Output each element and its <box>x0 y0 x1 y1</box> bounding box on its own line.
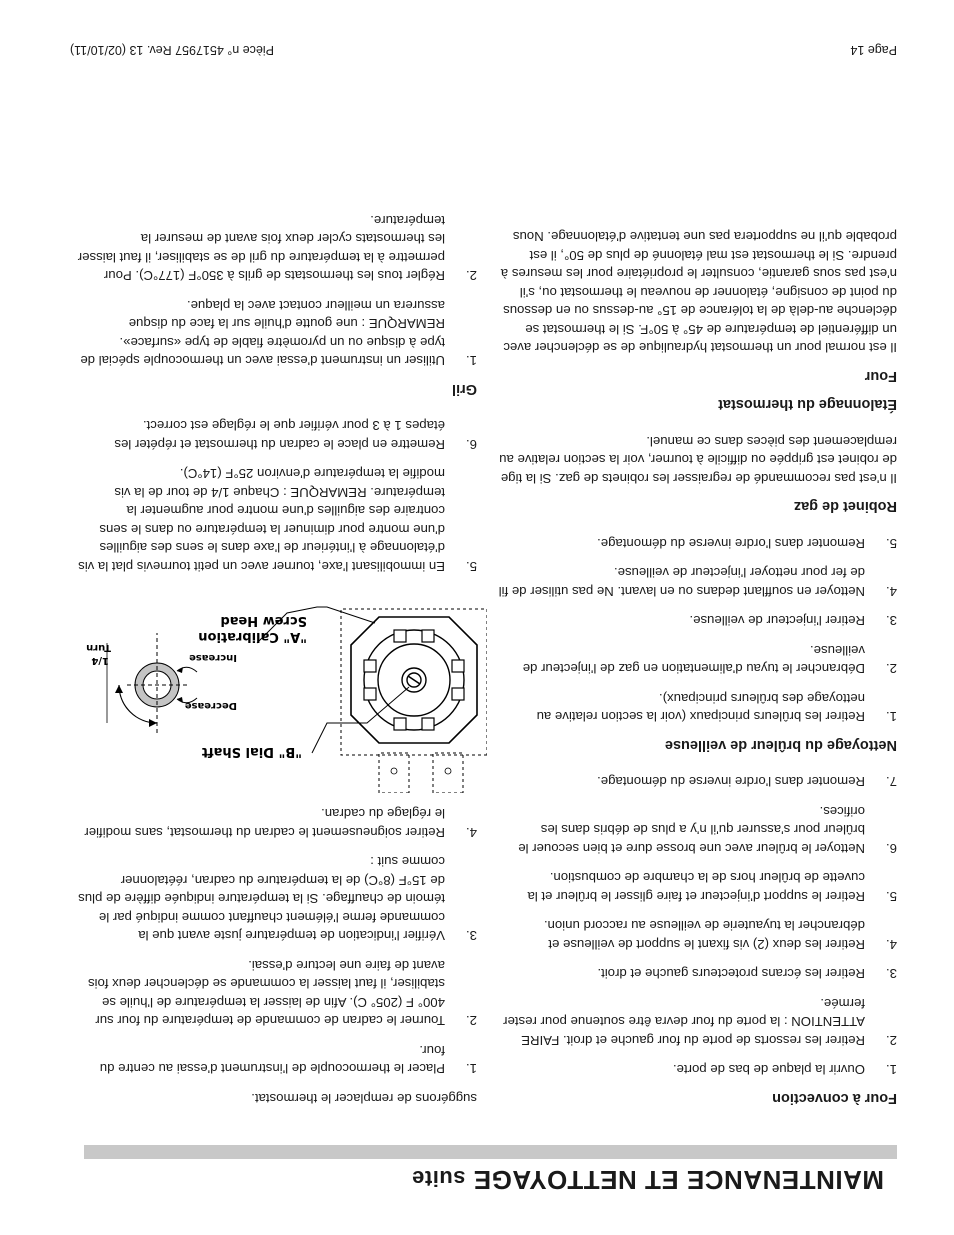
footer-page-number: Page 14 <box>850 43 897 57</box>
heading-four: Four <box>864 368 897 384</box>
step-text: Vérifier l'indication de température juste avant que la commande ferme l'élément chauffant comme indiqué par le témoin de chauffage. Si la température indiquée diffère de plus de 15°F (8°C) de la température du cadran, réétalonner comme suit : <box>78 854 445 944</box>
step-number: 3. <box>886 966 897 982</box>
pilot-steps <box>497 534 897 726</box>
gril-steps <box>77 211 477 370</box>
page-title: MAINTENANCE ET NETTOYAGE suite <box>411 1165 884 1195</box>
list-item <box>497 994 897 1050</box>
label-turn: Turn <box>86 642 111 653</box>
dial-shaft-detail <box>107 633 197 733</box>
step-text: En immobilisant l'axe, tourner avec un petit tournevis plat la vis d'étalonnage à l'intérieur de l'axe dans le sens des aiguilles d'une montre pour diminuer la température ou dans le sens contraire des aiguilles d'une montre pour augmenter la température. REMARQUE : Chaque 1/4 de tour de la vis modifie la température d'environ 25°F (14°C). <box>78 466 445 574</box>
convection-steps <box>497 772 897 1079</box>
list-item <box>497 641 897 678</box>
step-number: 1. <box>886 709 897 725</box>
list-item <box>497 1060 897 1079</box>
step-number: 6. <box>886 841 897 856</box>
step-number: 3. <box>886 613 897 629</box>
right-column <box>77 200 477 1108</box>
step-number: 4. <box>886 584 897 599</box>
calibration-steps-b <box>77 416 477 575</box>
heading-calibration: Étalonnage du thermostat <box>718 396 897 413</box>
intro-text: suggérons de remplacer le thermostat. <box>251 1091 477 1106</box>
step-number: 1. <box>886 1062 897 1078</box>
list-item <box>77 804 477 841</box>
step-number: 5. <box>466 559 477 574</box>
step-text: Tourner le cadran de commande de température du four sur 400° F (205° C). Afin de laisser la température de l'huile se stabiliser, il faut laisser la commande se déclencher deux fois avant de faire une lecture d'essai. <box>88 958 445 1029</box>
step-number: 4. <box>886 937 897 952</box>
label-decrease: Decrease <box>184 700 237 711</box>
title-rule <box>84 1145 897 1159</box>
label-screw-head: Screw Head <box>220 613 307 628</box>
label-calibration: "A" Calibration <box>198 629 307 644</box>
heading-gril: Gril <box>452 381 477 397</box>
left-column <box>497 216 897 1107</box>
step-text: Utiliser un instrument d'essai avec un thermocouple spécial de type à disque ou un pyromètre fiable de type «surface». REMARQUE : une goutte d'huile sur la face du disque assurera un meilleur contact avec la plaque. <box>80 298 445 369</box>
step-text: Remonter dans l'ordre inverse du démontage. <box>597 536 865 551</box>
step-text: Retirer les écrans protecteurs gauche et droit. <box>597 966 865 982</box>
step-text: Retirer le support d'injecteur et faire glisser le brûleur et la cuvette de brûleur hors de la chambre de combustion. <box>527 870 865 904</box>
heading-pilot: Nettoyage du brûleur de veilleuse <box>664 737 897 753</box>
step-text: Remonter dans l'ordre inverse du démontage. <box>597 774 865 790</box>
four-text: Il est normal pour un thermostat hydraulique de se déclencher avec un différentiel de température de 45° à 50°F. Si le thermostat se déclenche au-delà de la tolérance de 15° au-dessus ou en dessous du point de consigne, étalonner de nouveau le thermostat ou, s'il n'est pas sous garantie, consulter le propriétaire pour les mesures à prendre. Si le thermostat est mal étalonné de plus de 50°, il est probable qu'il ne supportera pas une tentative d'étalonnage. Nous <box>500 229 897 356</box>
step-text: Remettre en place le cadran du thermostat et répéter les étapes 1 à 3 pour vérifier que le réglage est correct. <box>114 418 445 452</box>
thermostat-body <box>341 609 487 793</box>
list-item <box>77 852 477 945</box>
heading-gas-valve: Robinet de gaz <box>793 498 897 515</box>
thermostat-diagram <box>77 593 487 793</box>
step-text: Nettoyer le brûleur avec une brosse dure et bien secouer le brûleur pour s'assurer qu'il n'y a plus de débris dans les orifices. <box>518 804 865 856</box>
step-number: 2. <box>886 661 897 677</box>
list-item <box>77 416 477 453</box>
label-increase: Increase <box>189 652 237 663</box>
step-number: 5. <box>886 889 897 904</box>
step-text: Retirer soigneusement le cadran du thermostat, sans modifier le réglage du cadran. <box>84 806 445 840</box>
list-item <box>77 211 477 285</box>
list-item <box>497 868 897 905</box>
step-text: Nettoyer en soufflant dedans ou en lavant. Ne pas utiliser de fil de fer pour nettoyer l'injecteur de veilleuse. <box>498 565 865 599</box>
list-item <box>77 956 477 1030</box>
step-text: Retirer les ressorts de porte du four gauche et droit. FAIRE ATTENTION : la porte du four devra être soutenue pour rester fermée. <box>503 996 865 1048</box>
step-text: Retirer l'injecteur de veilleuse. <box>689 613 865 629</box>
list-item <box>497 916 897 953</box>
step-text: Régler tous les thermostats de grils à 350°F (177°C). Pour permettre à la température du gril de se stabiliser, il faut laisser les thermostats cycler deux fois avant de mesurer la température. <box>77 213 445 284</box>
step-number: 1. <box>466 1061 477 1077</box>
gas-valve-text: Il n'est pas recommandé de regraisser les robinets de gaz. Si la tige de robinet est grippée ou difficile à tourner, voir la section relative au remplacement des pièces dans ce manuel. <box>499 434 897 486</box>
list-item <box>497 802 897 858</box>
list-item <box>497 534 897 553</box>
step-number: 2. <box>886 1033 897 1048</box>
step-number: 5. <box>886 536 897 551</box>
step-text: Débrancher le tuyau d'alimentation en gaz de l'injecteur de veilleuse. <box>522 643 865 677</box>
step-text: Placer le thermocouple de l'instrument d'essai au centre du four. <box>99 1043 445 1077</box>
step-number: 2. <box>466 268 477 284</box>
title-suite: suite <box>411 1166 466 1191</box>
step-number: 4. <box>466 825 477 840</box>
label-dial-shaft: "B" Dial Shaft <box>201 744 302 759</box>
label-quarter: 1/4 <box>91 655 109 666</box>
list-item <box>77 1041 477 1078</box>
list-item <box>497 611 897 630</box>
list-item <box>77 296 477 370</box>
step-number: 1. <box>466 353 477 369</box>
calibration-steps-a <box>77 804 477 1078</box>
step-text: Retirer les brûleurs principaux (voir la section relative au nettoyage des brûleurs principaux). <box>536 691 865 725</box>
heading-convection: Four à convection <box>772 1090 897 1106</box>
list-item <box>497 772 897 791</box>
step-number: 7. <box>886 774 897 790</box>
list-item <box>497 563 897 600</box>
list-item <box>497 689 897 726</box>
step-text: Ouvrir la plaque de bas de porte. <box>672 1062 865 1078</box>
step-number: 3. <box>466 928 477 944</box>
step-number: 6. <box>466 437 477 452</box>
step-text: Retirer les deux (2) vis fixant le support de veilleuse et débrancher la tuyauterie de veilleuse au raccord union. <box>543 918 865 952</box>
step-number: 2. <box>466 1013 477 1029</box>
list-item <box>77 464 477 575</box>
footer-part-number: Pièce n° 4517957 Rev. 13 (02/10/11) <box>70 43 274 57</box>
list-item <box>497 964 897 983</box>
